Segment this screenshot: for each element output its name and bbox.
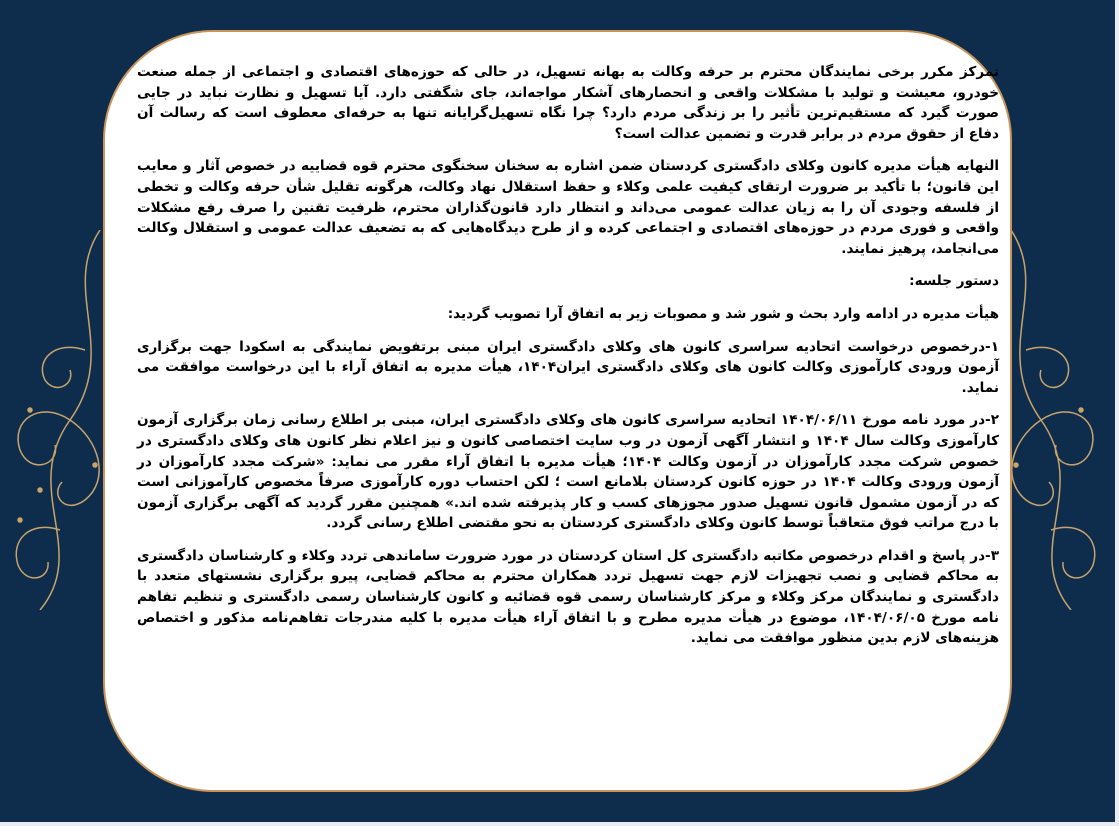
document-body — [137, 62, 999, 661]
resolution-item-2: ۲-در مورد نامه مورخ ۱۴۰۴/۰۶/۱۱ اتحادیه سراسری کانون های وکلای دادگستری ایران، مبنی بر اطلاع رسانی زمان برگزاری آزمون کارآموزی وکالت سال ۱۴۰۴ و انتشار آگهی آزمون در وب سایت اختصاصی کانون و نیز اعلام نظر کانون های وکلای دادگستری در خصوص شرکت مجدد کارآموزان در آزمون وکالت ۱۴۰۴؛ هیأت مدیره با اتفاق آراء مقرر می نماید: «شرکت مجدد کارآموزان در آزمون ورودی وکالت ۱۴۰۴ در حوزه کانون کردستان بلامانع است ؛ لکن احتساب دوره کارآموزی صرفاً مخصوص کارآموزانی است که در آزمون مشمول قانون تسهیل صدور مجوزهای کسب و کار پذیرفته شده اند.» همچنین مقرر گردید که آگهی برگزاری آزمون با درج مراتب فوق متعاقباً توسط کانون وکلای دادگستری کردستان به نحو مقتضی اطلاع رسانی گردد. — [137, 412, 1000, 532]
agenda-intro: هیأت مدیره در ادامه وارد بحث و شور شد و مصوبات زیر به اتفاق آرا تصویب گردید: — [447, 305, 999, 322]
statement-paragraph: النهایه هیأت مدیره کانون وکلای دادگستری کردستان ضمن اشاره به سخنان سخنگوی محترم قوه قضاییه در خصوص آثار و معایب این قانون؛ با تأکید بر ضرورت ارتقای کیفیت علمی وکلاء و حفظ استقلال نهاد وکالت، هرگونه تقلیل شأن حرفه وکالت و تخطی از فلسفه وجودی آن را به زیان عدالت عمومی می‌داند و انتظار دارد قانون‌گذاران محترم، ظرفیت تقنین را صرف رفع مشکلات واقعی و فوری مردم در حوزه‌های اقتصادی و اجتماعی کرده و از طرح دیدگاه‌هایی که به تضعیف عدالت عمومی و استقلال وکالت می‌انجامد، پرهیز نمایند. — [137, 158, 999, 257]
resolution-item-3: ۳-در پاسخ و اقدام درخصوص مکاتبه دادگستری کل استان کردستان در مورد ضرورت ساماندهی تردد وکلاء و کارشناسان دادگستری به محاکم قضایی و نصب تجهیزات لازم جهت تسهیل تردد همکاران محترم به محاکم قضایی، پیرو برگزاری نشستهای متعدد با دادگستری و نمایندگان مرکز وکلاء و مرکز کارشناسان رسمی قوه قضائیه و کانون کارشناسان رسمی دادگستری و تنظیم تفاهم نامه مورخ ۱۴۰۴/۰۶/۰۵، موضوع در هیأت مدیره مطرح و با اتفاق آراء هیأت مدیره با کلیه مندرجات تفاهم‌نامه مذکور و اختصاص هزینه‌های لازم بدین منظور موافقت می نماید. — [137, 547, 999, 647]
agenda-heading: دستور جلسه: — [909, 273, 999, 290]
resolution-item-1: ۱-درخصوص درخواست اتحادیه سراسری کانون های وکلای دادگستری ایران مبنی برتفویض نمایندگی به اسکودا جهت برگزاری آزمون ورودی کارآموزی وکالت کانون های وکلای دادگستری ایران۱۴۰۴، هیأت مدیره به اتفاق آراء با این درخواست موافقت می نماید. — [137, 338, 999, 396]
intro-paragraph: تمرکز مکرر برخی نمایندگان محترم بر حرفه وکالت به بهانه تسهیل، در حالی که حوزه‌های اقتصادی و اجتماعی از جمله صنعت خودرو، معیشت و تولید با مشکلات واقعی و انحصارهای آشکار مواجه‌اند، جای شگفتی دارد. آیا تسهیل و نظارت نباید در جایی صورت گیرد که مستقیم‌ترین تأثیر را بر زندگی مردم دارد؟ چرا نگاه تسهیل‌گرایانه تنها به حرفه‌ای معطوف است که رسالت آن دفاع از حقوق مردم در برابر قدرت و تضمین عدالت است؟ — [137, 64, 999, 142]
